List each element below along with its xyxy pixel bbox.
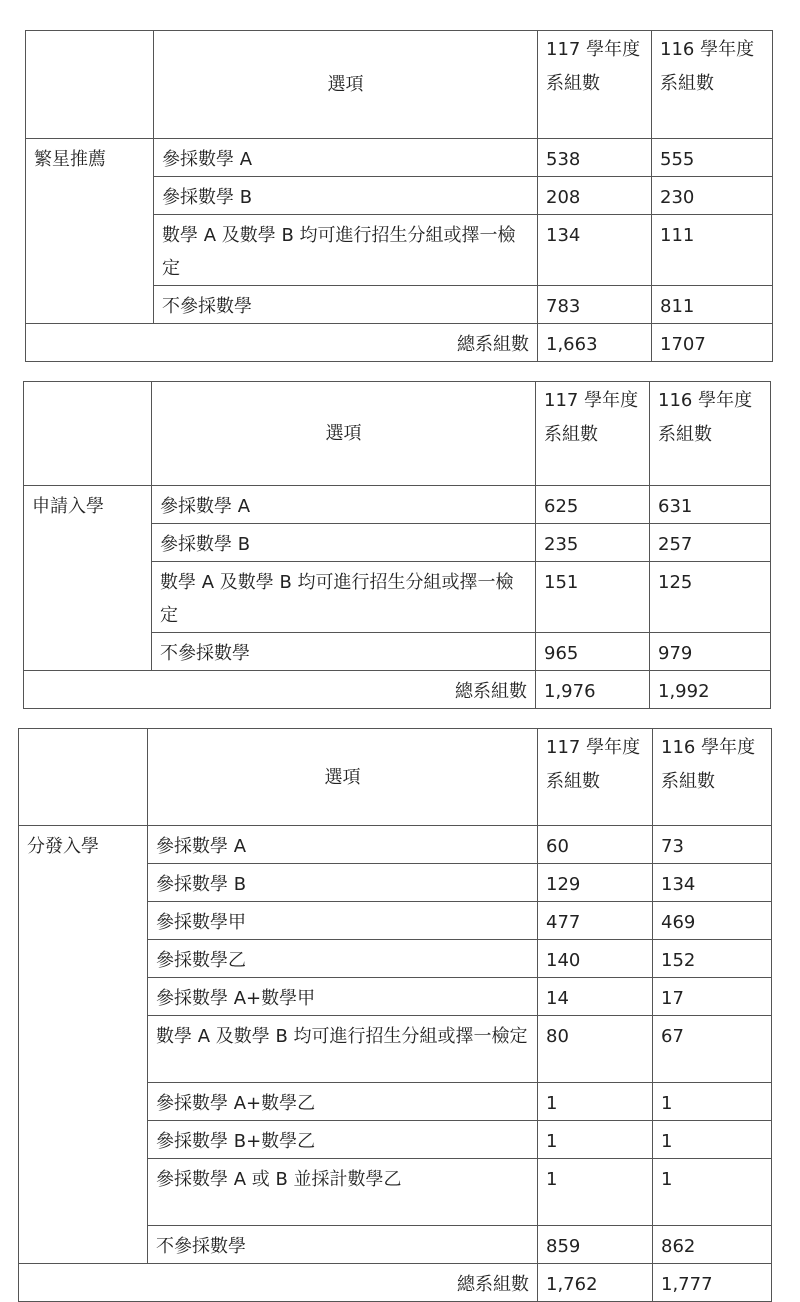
value-116: 152 (653, 940, 772, 978)
option-cell: 參採數學 A (148, 826, 538, 864)
option-cell: 參採數學 A+數學乙 (148, 1083, 538, 1121)
option-cell: 參採數學 B (148, 864, 538, 902)
value-117: 60 (538, 826, 653, 864)
option-cell: 參採數學 B (152, 524, 536, 562)
total-116: 1707 (652, 324, 773, 362)
value-116: 73 (653, 826, 772, 864)
total-label: 總系組數 (19, 1264, 538, 1302)
value-117: 1 (538, 1159, 653, 1226)
header-row (24, 382, 771, 486)
value-117: 625 (536, 486, 650, 524)
header-row (19, 729, 772, 826)
option-cell: 參採數學 B+數學乙 (148, 1121, 538, 1159)
value-116: 811 (652, 286, 773, 324)
value-117: 80 (538, 1016, 653, 1083)
value-116: 230 (652, 177, 773, 215)
value-117: 1 (538, 1121, 653, 1159)
header-option: 選項 (152, 382, 536, 486)
value-116: 125 (650, 562, 771, 633)
value-117: 129 (538, 864, 653, 902)
table-row (19, 826, 772, 864)
value-117: 140 (538, 940, 653, 978)
option-cell: 數學 A 及數學 B 均可進行招生分組或擇一檢定 (148, 1016, 538, 1083)
total-117: 1,663 (538, 324, 652, 362)
category-cell: 申請入學 (24, 486, 152, 671)
option-cell: 數學 A 及數學 B 均可進行招生分組或擇一檢定 (152, 562, 536, 633)
total-label: 總系組數 (26, 324, 538, 362)
option-cell: 參採數學乙 (148, 940, 538, 978)
option-cell: 數學 A 及數學 B 均可進行招生分組或擇一檢定 (154, 215, 538, 286)
option-cell: 參採數學 A (152, 486, 536, 524)
header-116: 116 學年度系組數 (650, 382, 771, 486)
value-117: 783 (538, 286, 652, 324)
option-cell: 參採數學 B (154, 177, 538, 215)
value-116: 67 (653, 1016, 772, 1083)
total-label: 總系組數 (24, 671, 536, 709)
value-116: 469 (653, 902, 772, 940)
table-star-recommendation (25, 30, 773, 362)
header-empty-cell (19, 729, 148, 826)
value-116: 862 (653, 1226, 772, 1264)
value-116: 257 (650, 524, 771, 562)
header-116: 116 學年度系組數 (652, 31, 773, 139)
header-117: 117 學年度系組數 (538, 31, 652, 139)
category-cell: 繁星推薦 (26, 139, 154, 324)
header-empty-cell (24, 382, 152, 486)
total-117: 1,976 (536, 671, 650, 709)
value-117: 208 (538, 177, 652, 215)
value-116: 1 (653, 1159, 772, 1226)
value-116: 111 (652, 215, 773, 286)
header-row (26, 31, 773, 139)
option-cell: 不參採數學 (154, 286, 538, 324)
option-cell: 不參採數學 (152, 633, 536, 671)
total-row (19, 1264, 772, 1302)
value-116: 979 (650, 633, 771, 671)
header-117: 117 學年度系組數 (538, 729, 653, 826)
option-cell: 參採數學 A (154, 139, 538, 177)
value-116: 1 (653, 1121, 772, 1159)
value-117: 859 (538, 1226, 653, 1264)
value-117: 477 (538, 902, 653, 940)
header-116: 116 學年度系組數 (653, 729, 772, 826)
total-116: 1,777 (653, 1264, 772, 1302)
total-row (26, 324, 773, 362)
option-cell: 不參採數學 (148, 1226, 538, 1264)
header-option: 選項 (154, 31, 538, 139)
total-row (24, 671, 771, 709)
value-116: 631 (650, 486, 771, 524)
category-cell: 分發入學 (19, 826, 148, 1264)
value-116: 134 (653, 864, 772, 902)
value-117: 1 (538, 1083, 653, 1121)
option-cell: 參採數學 A 或 B 並採計數學乙 (148, 1159, 538, 1226)
total-116: 1,992 (650, 671, 771, 709)
value-116: 17 (653, 978, 772, 1016)
header-option: 選項 (148, 729, 538, 826)
value-117: 134 (538, 215, 652, 286)
value-117: 14 (538, 978, 653, 1016)
value-117: 965 (536, 633, 650, 671)
header-empty-cell (26, 31, 154, 139)
value-117: 235 (536, 524, 650, 562)
value-116: 1 (653, 1083, 772, 1121)
total-117: 1,762 (538, 1264, 653, 1302)
option-cell: 參採數學甲 (148, 902, 538, 940)
table-row (24, 486, 771, 524)
table-row (26, 139, 773, 177)
value-117: 151 (536, 562, 650, 633)
option-cell: 參採數學 A+數學甲 (148, 978, 538, 1016)
table-application-admission (23, 381, 771, 709)
value-116: 555 (652, 139, 773, 177)
header-117: 117 學年度系組數 (536, 382, 650, 486)
table-distribution-admission (18, 728, 772, 1302)
value-117: 538 (538, 139, 652, 177)
